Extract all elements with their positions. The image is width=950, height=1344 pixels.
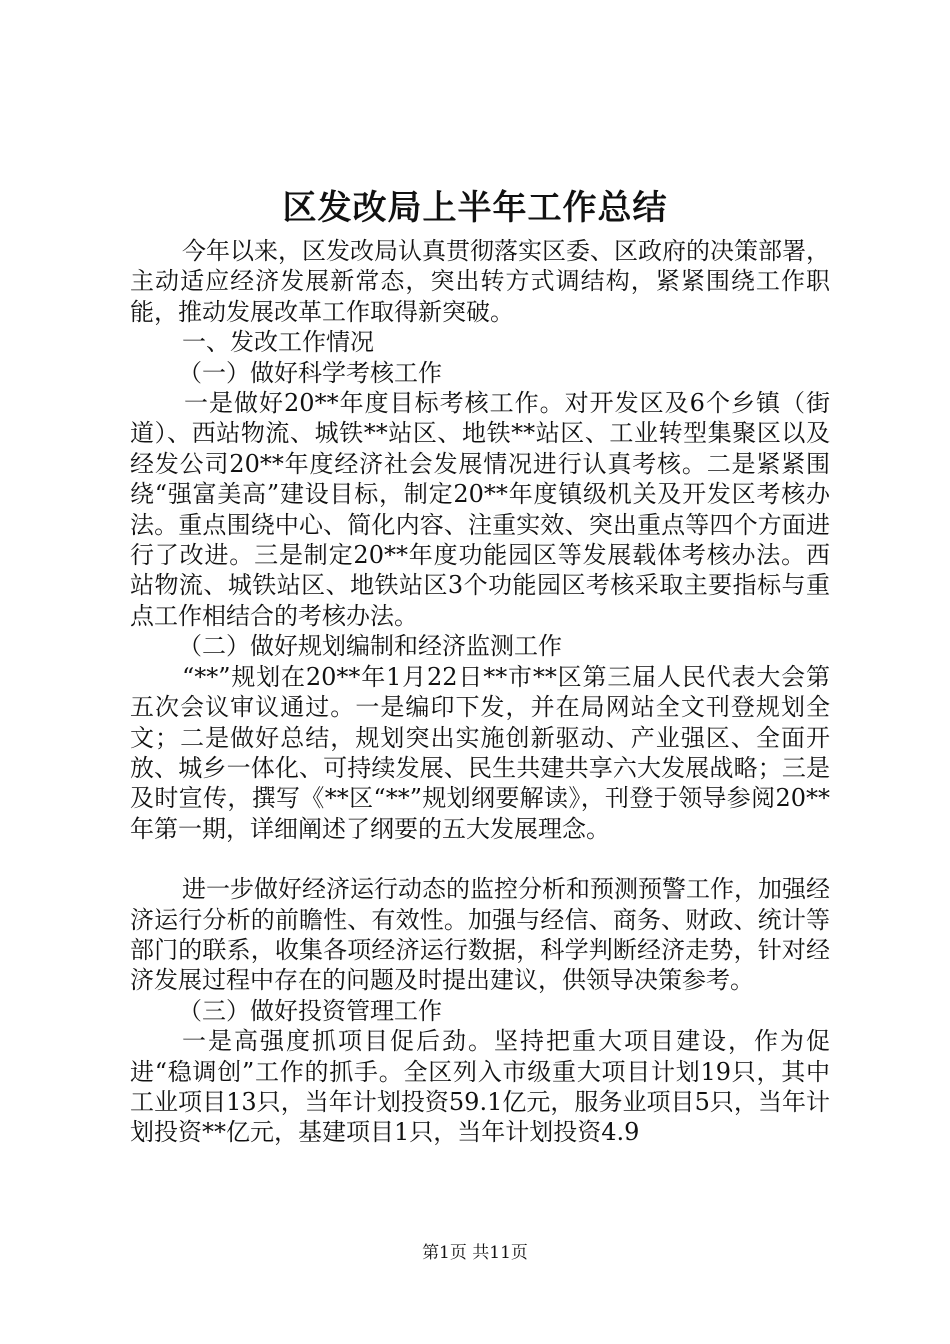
body-paragraph: 一是做好20**年度目标考核工作。对开发区及6个乡镇（街道）、西站物流、城铁**站区、地铁**站区、工业转型集聚区以及经发公司20**年度经济社会发展情况进行认真考核。二是紧紧围绕“强富美高”建设目标，制定20**年度镇级机关及开发区考核办法。重点围绕中心、简化内容、注重实效、突出重点等四个方面进行了改进。三是制定20**年度功能园区等发展载体考核办法。西站物流、城铁站区、地铁站区3个功能园区考核采取主要指标与重点工作相结合的考核办法。 (130, 389, 830, 630)
body-paragraph: “**”规划在20**年1月22日**市**区第三届人民代表大会第五次会议审议通过。一是编印下发，并在局网站全文刊登规划全文；二是做好总结，规划突出实施创新驱动、产业强区、全面开放、城乡一体化、可持续发展、民生共建共享六大发展战略；三是及时宣传，撰写《**区“**”规划纲要解读》，刊登于领导参阅20**年第一期，详细阐述了纲要的五大发展理念。 (130, 662, 830, 843)
paragraph-spacer (130, 844, 830, 874)
body-paragraph: 进一步做好经济运行动态的监控分析和预测预警工作，加强经济运行分析的前瞻性、有效性。加强与经信、商务、财政、统计等部门的联系，收集各项经济运行数据，科学判断经济走势，针对经济发展过程中存在的问题及时提出建议，供领导决策参考。 (130, 875, 830, 995)
page-number-footer: 第1页 共11页 (422, 1243, 528, 1263)
subsection-heading: （二）做好规划编制和经济监测工作 (178, 632, 562, 661)
subsection-heading: （一）做好科学考核工作 (178, 358, 442, 387)
document-title: 区发改局上半年工作总结 (282, 188, 668, 228)
subsection-heading: （三）做好投资管理工作 (178, 996, 442, 1025)
section-heading: 一、发改工作情况 (182, 328, 374, 357)
body-paragraph: 一是高强度抓项目促后劲。坚持把重大项目建设，作为促进“稳调创”工作的抓手。全区列入市级重大项目计划19只，其中工业项目13只，当年计划投资59.1亿元，服务业项目5只，当年计划投资**亿元，基建项目1只，当年计划投资4.9 (130, 1027, 830, 1147)
document-body (130, 236, 830, 1148)
intro-paragraph: 今年以来，区发改局认真贯彻落实区委、区政府的决策部署，主动适应经济发展新常态，突出转方式调结构，紧紧围绕工作职能，推动发展改革工作取得新突破。 (130, 237, 830, 326)
